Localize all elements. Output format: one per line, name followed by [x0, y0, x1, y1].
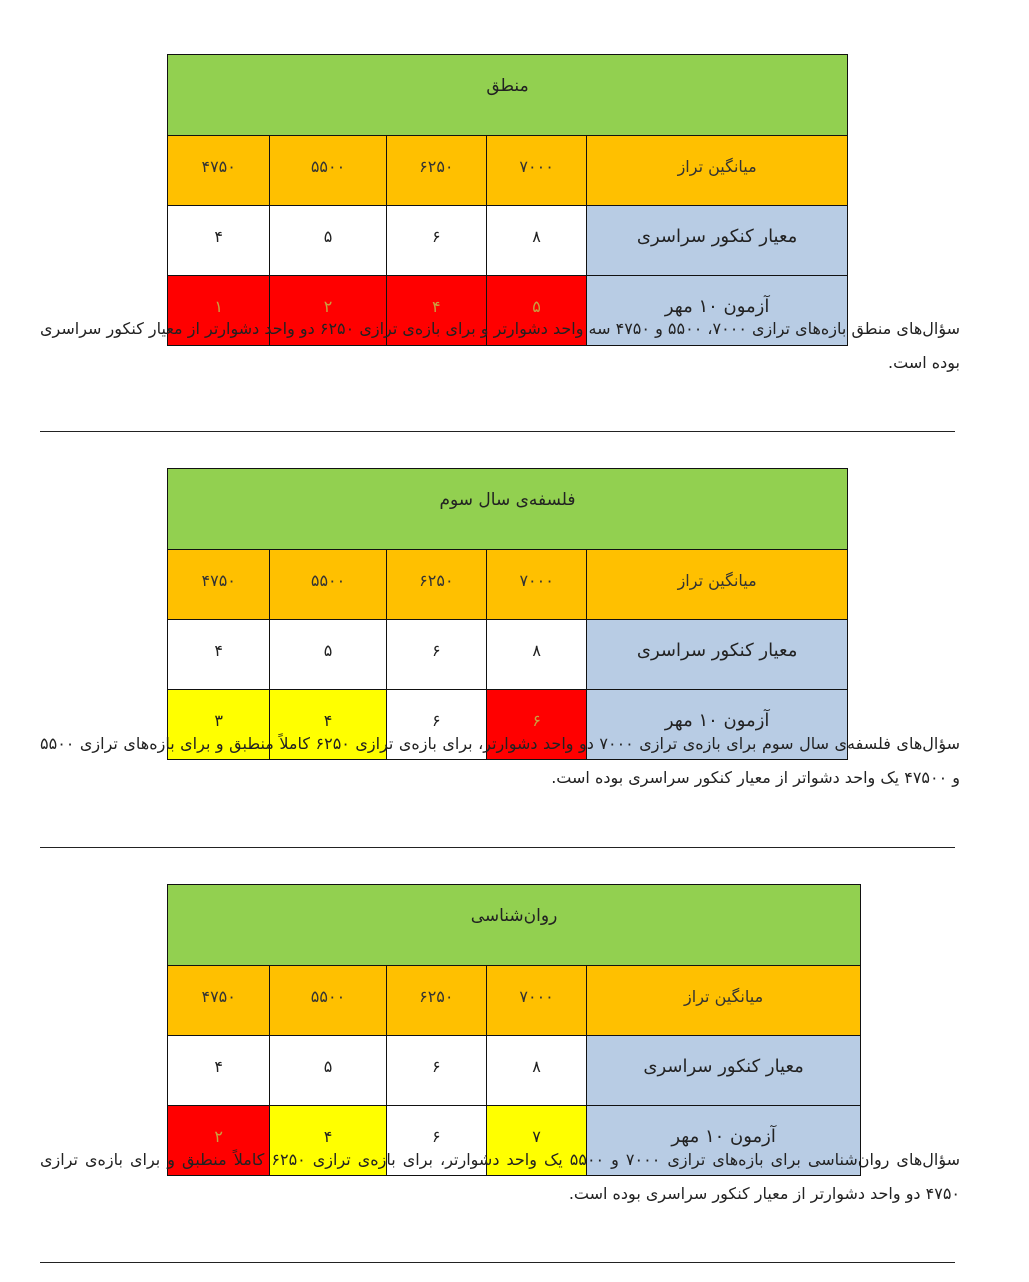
divider [40, 431, 955, 432]
table-title: روان‌شناسی [168, 885, 861, 966]
column-6250: ۶۲۵۰ [386, 966, 486, 1036]
exam-cell: ۴ [270, 690, 386, 760]
criterion-cell: ۸ [486, 1036, 586, 1106]
exam-cell: ۶ [386, 690, 486, 760]
avg-label: میانگین تراز [587, 966, 861, 1036]
avg-label: میانگین تراز [587, 136, 848, 206]
table-title: منطق [168, 55, 848, 136]
criterion-label: معیار کنکور سراسری [587, 1036, 861, 1106]
exam-cell: ۶ [486, 690, 586, 760]
column-7000: ۷۰۰۰ [486, 136, 586, 206]
exam-cell: ۴ [386, 276, 486, 346]
column-5500: ۵۵۰۰ [270, 966, 386, 1036]
paragraph-logic: سؤال‌های منطق بازه‌های ترازی ۷۰۰۰، ۵۵۰۰ و ۴۷۵۰ سه واحد دشوارتر و برای بازه‌ی ترازی ۶۲۵۰ دو واحد دشوارتر از معیار کنکور سراسری بوده است. [40, 319, 961, 372]
paragraph-psychology: سؤال‌های روان‌شناسی برای بازه‌های ترازی ۷۰۰۰ و ۵۵۰۰ یک واحد دشوارتر، برای بازه‌ی ترازی ۶۲۵۰ کاملاً منطبق و برای بازه‌ی ترازی ۴۷۵۰ دو واحد دشوارتر از معیار کنکور سراسری بوده است. [40, 1150, 960, 1203]
exam-label: آزمون ۱۰ مهر [587, 276, 848, 346]
criterion-cell: ۸ [486, 620, 586, 690]
table-philosophy [167, 468, 848, 760]
column-7000: ۷۰۰۰ [486, 550, 586, 620]
table-psychology [167, 884, 861, 1176]
exam-cell: ۵ [486, 276, 586, 346]
exam-cell: ۴ [270, 1106, 386, 1176]
exam-cell: ۲ [168, 1106, 270, 1176]
exam-cell: ۷ [486, 1106, 586, 1176]
table-title: فلسفه‌ی سال سوم [168, 469, 848, 550]
exam-cell: ۱ [168, 276, 270, 346]
exam-label: آزمون ۱۰ مهر [587, 1106, 861, 1176]
exam-label: آزمون ۱۰ مهر [587, 690, 848, 760]
criterion-cell: ۴ [168, 620, 270, 690]
exam-cell: ۶ [386, 1106, 486, 1176]
column-5500: ۵۵۰۰ [270, 550, 386, 620]
column-5500: ۵۵۰۰ [270, 136, 386, 206]
criterion-label: معیار کنکور سراسری [587, 620, 848, 690]
avg-label: میانگین تراز [587, 550, 848, 620]
column-4750: ۴۷۵۰ [168, 550, 270, 620]
column-4750: ۴۷۵۰ [168, 966, 270, 1036]
criterion-cell: ۵ [270, 1036, 386, 1106]
criterion-cell: ۶ [386, 620, 486, 690]
exam-cell: ۲ [270, 276, 386, 346]
column-6250: ۶۲۵۰ [386, 136, 486, 206]
criterion-label: معیار کنکور سراسری [587, 206, 848, 276]
column-7000: ۷۰۰۰ [486, 966, 586, 1036]
criterion-cell: ۴ [168, 1036, 270, 1106]
criterion-cell: ۵ [270, 620, 386, 690]
criterion-cell: ۸ [486, 206, 586, 276]
exam-cell: ۳ [168, 690, 270, 760]
criterion-cell: ۴ [168, 206, 270, 276]
divider [40, 847, 955, 848]
criterion-cell: ۵ [270, 206, 386, 276]
paragraph-philosophy: سؤال‌های فلسفه‌ی سال سوم برای بازه‌ی ترازی ۷۰۰۰ دو واحد دشوارتر، برای بازه‌ی ترازی ۶۲۵۰ کاملاً منطبق و برای بازه‌های ترازی ۵۵۰۰ و ۴۷۵۰۰ یک واحد دشواتر از معیار کنکور سراسری بوده است. [40, 734, 960, 787]
criterion-cell: ۶ [386, 1036, 486, 1106]
divider [40, 1262, 955, 1263]
column-6250: ۶۲۵۰ [386, 550, 486, 620]
table-logic [167, 54, 848, 346]
criterion-cell: ۶ [386, 206, 486, 276]
column-4750: ۴۷۵۰ [168, 136, 270, 206]
